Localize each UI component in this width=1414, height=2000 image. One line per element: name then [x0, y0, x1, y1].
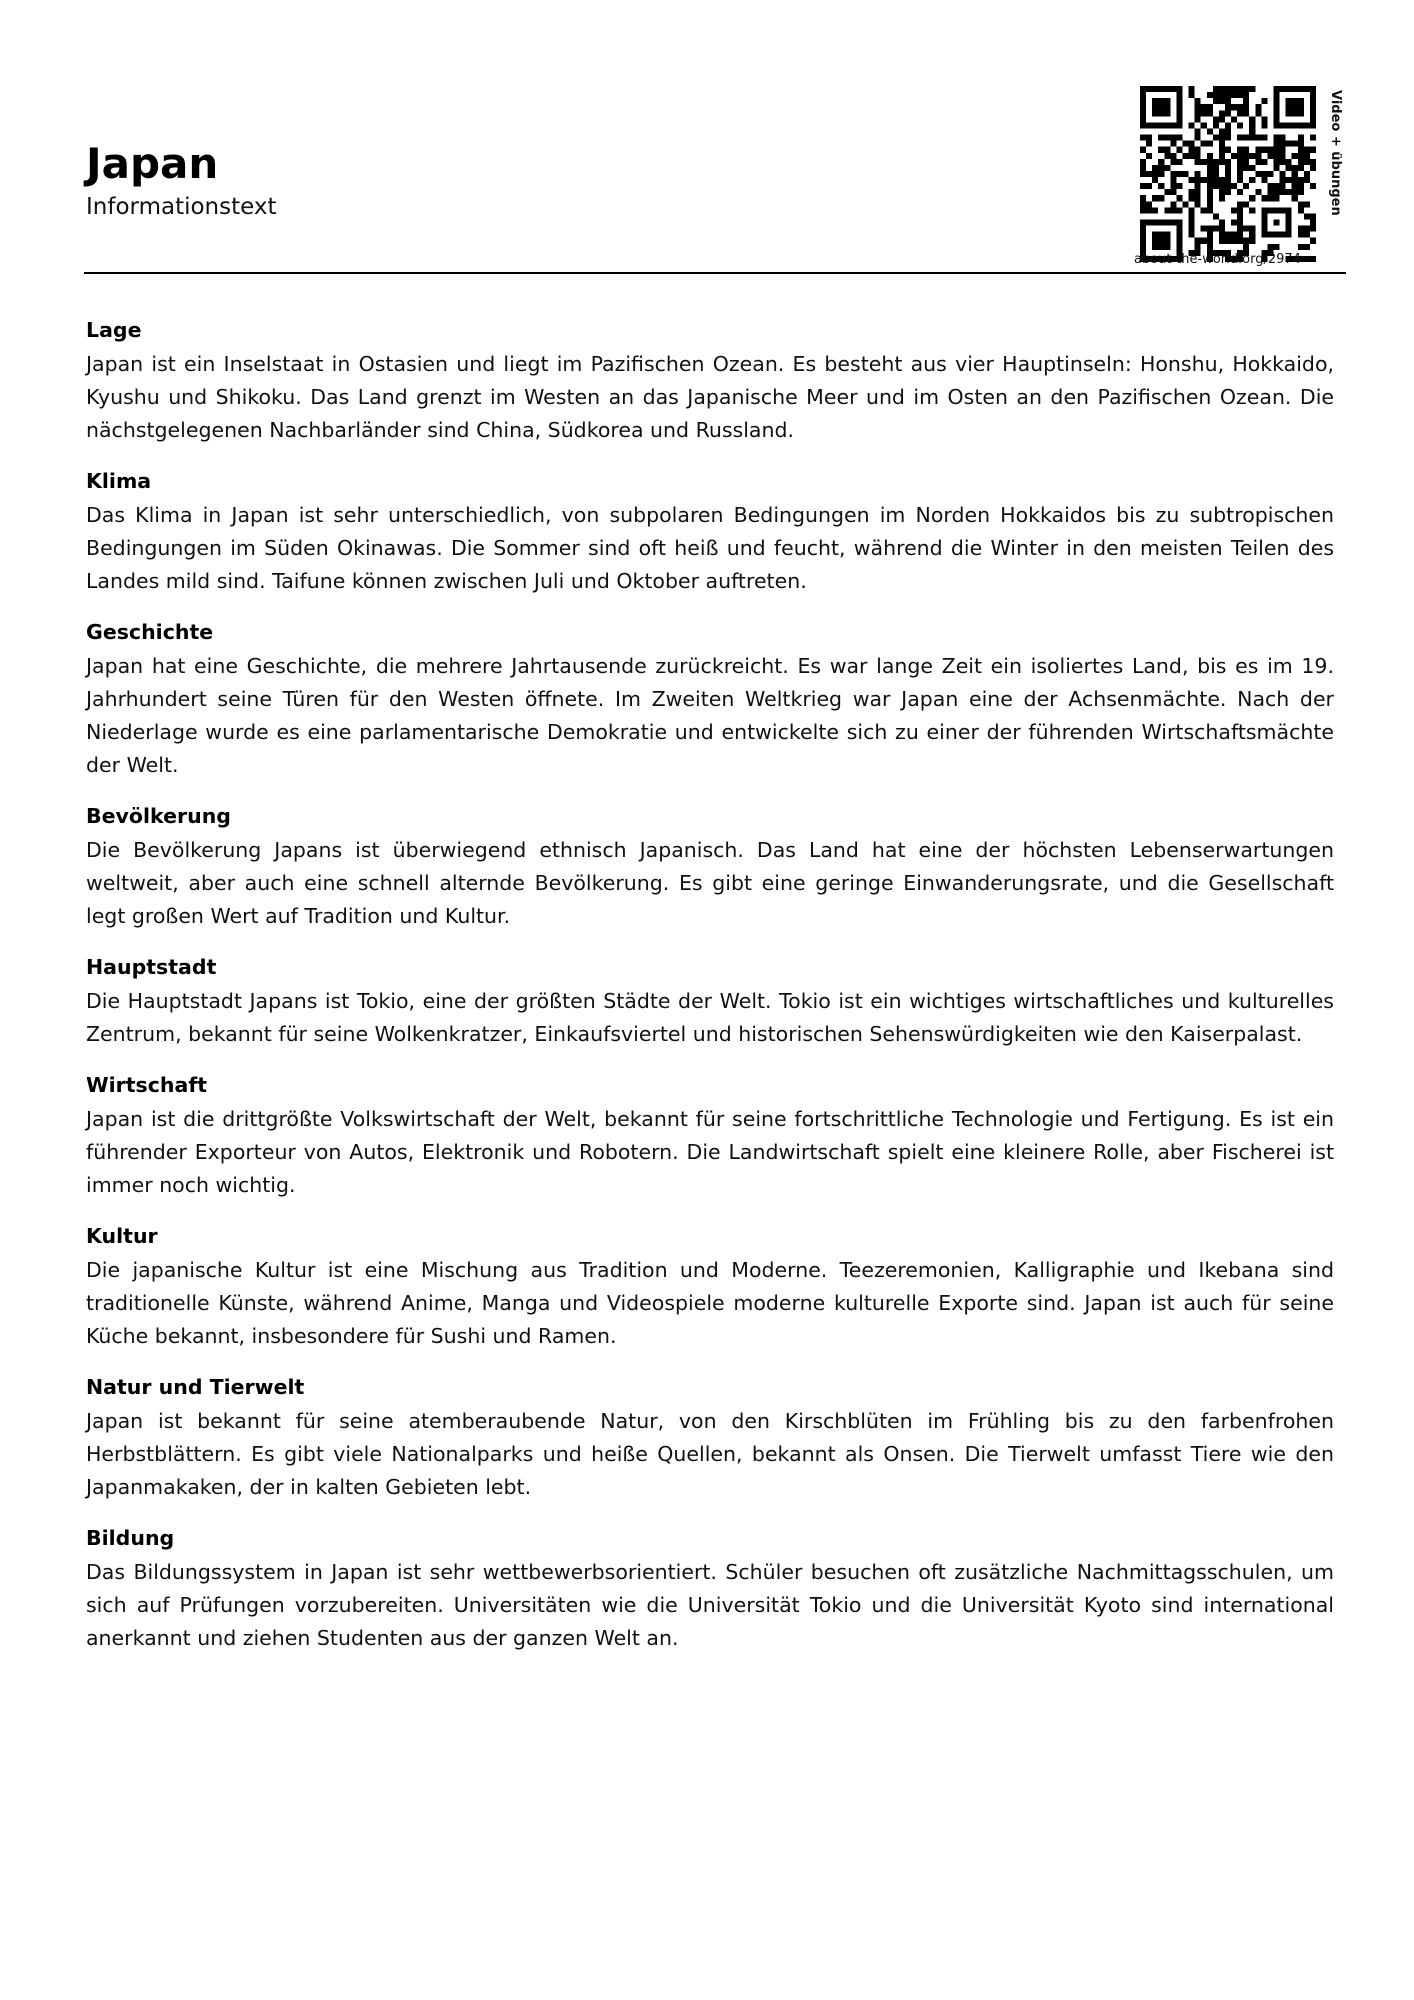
section-text: Die Hauptstadt Japans ist Tokio, eine der größten Städte der Welt. Tokio ist ein wichtiges wirtschaftliches und kulturelles Zentrum, bekannt für seine Wolkenkratzer, Einkaufsviertel und historischen Sehenswürdigkeiten wie den Kaiserpalast. [86, 989, 1334, 1046]
section-hauptstadt [86, 953, 1334, 1051]
section-natur-und-tierwelt [86, 1373, 1334, 1504]
section-heading: Bildung [86, 1526, 175, 1550]
qr-block [1136, 82, 1346, 272]
section-klima [86, 467, 1334, 598]
section-text: Das Bildungssystem in Japan ist sehr wettbewerbsorientiert. Schüler besuchen oft zusätzliche Nachmittagsschulen, um sich auf Prüfungen vorzubereiten. Universitäten wie die Universität Tokio und die Universität Kyoto sind international anerkannt und ziehen Studenten aus der ganzen Welt an. [86, 1560, 1334, 1650]
section-text: Japan ist ein Inselstaat in Ostasien und liegt im Pazifischen Ozean. Es besteht aus vier Hauptinseln: Honshu, Hokkaido, Kyushu und Shikoku. Das Land grenzt im Westen an das Japanische Meer und im Osten an den Pazifischen Ozean. Die nächstgelegenen Nachbarländer sind China, Südkorea und Russland. [86, 352, 1334, 442]
section-heading: Geschichte [86, 620, 214, 644]
section-kultur [86, 1222, 1334, 1353]
qr-url[interactable]: about-the-world.org/2974 [1134, 252, 1301, 267]
section-wirtschaft [86, 1071, 1334, 1202]
section-text: Die Bevölkerung Japans ist überwiegend ethnisch Japanisch. Das Land hat eine der höchsten Lebenserwartungen weltweit, aber auch eine schnell alternde Bevölkerung. Es gibt eine geringe Einwanderungsrate, und die Gesellschaft legt großen Wert auf Tradition und Kultur. [86, 838, 1334, 928]
page-subtitle: Informationstext [86, 194, 277, 220]
section-geschichte [86, 618, 1334, 782]
section-heading: Kultur [86, 1224, 158, 1248]
section-lage [86, 316, 1334, 447]
section-text: Japan hat eine Geschichte, die mehrere Jahrtausende zurückreicht. Es war lange Zeit ein isoliertes Land, bis es im 19. Jahrhundert seine Türen für den Westen öffnete. Im Zweiten Weltkrieg war Japan eine der Achsenmächte. Nach der Niederlage wurde es eine parlamentarische Demokratie und entwickelte sich zu einer der führenden Wirtschaftsmächte der Welt. [86, 654, 1334, 777]
section-text: Japan ist bekannt für seine atemberaubende Natur, von den Kirschblüten im Frühling bis zu den farbenfrohen Herbstblättern. Es gibt viele Nationalparks und heiße Quellen, bekannt als Onsen. Die Tierwelt umfasst Tiere wie den Japanmakaken, der in kalten Gebieten lebt. [86, 1409, 1334, 1499]
page-header [86, 140, 277, 222]
qr-side-label: Video + übungen [1328, 90, 1343, 216]
section-heading: Bevölkerung [86, 804, 231, 828]
section-heading: Natur und Tierwelt [86, 1375, 305, 1399]
section-heading: Wirtschaft [86, 1073, 208, 1097]
section-text: Das Klima in Japan ist sehr unterschiedlich, von subpolaren Bedingungen im Norden Hokkaidos bis zu subtropischen Bedingungen im Süden Okinawas. Die Sommer sind oft heiß und feucht, während die Winter in den meisten Teilen des Landes mild sind. Taifune können zwischen Juli und Oktober auftreten. [86, 503, 1334, 593]
section-bildung [86, 1524, 1334, 1655]
section-text: Japan ist die drittgrößte Volkswirtschaft der Welt, bekannt für seine fortschrittliche Technologie und Fertigung. Es ist ein führender Exporteur von Autos, Elektronik und Robotern. Die Landwirtschaft spielt eine kleinere Rolle, aber Fischerei ist immer noch wichtig. [86, 1107, 1334, 1197]
section-bevoelkerung [86, 802, 1334, 933]
page-title: Japan [86, 139, 219, 188]
qr-code-icon[interactable] [1140, 86, 1316, 262]
header-divider [84, 272, 1346, 274]
text-content [86, 316, 1334, 1675]
section-heading: Lage [86, 318, 142, 342]
section-text: Die japanische Kultur ist eine Mischung aus Tradition und Moderne. Teezeremonien, Kalligraphie und Ikebana sind traditionelle Künste, während Anime, Manga und Videospiele moderne kulturelle Exporte sind. Japan ist auch für seine Küche bekannt, insbesondere für Sushi und Ramen. [86, 1258, 1334, 1348]
section-heading: Hauptstadt [86, 955, 217, 979]
section-heading: Klima [86, 469, 152, 493]
